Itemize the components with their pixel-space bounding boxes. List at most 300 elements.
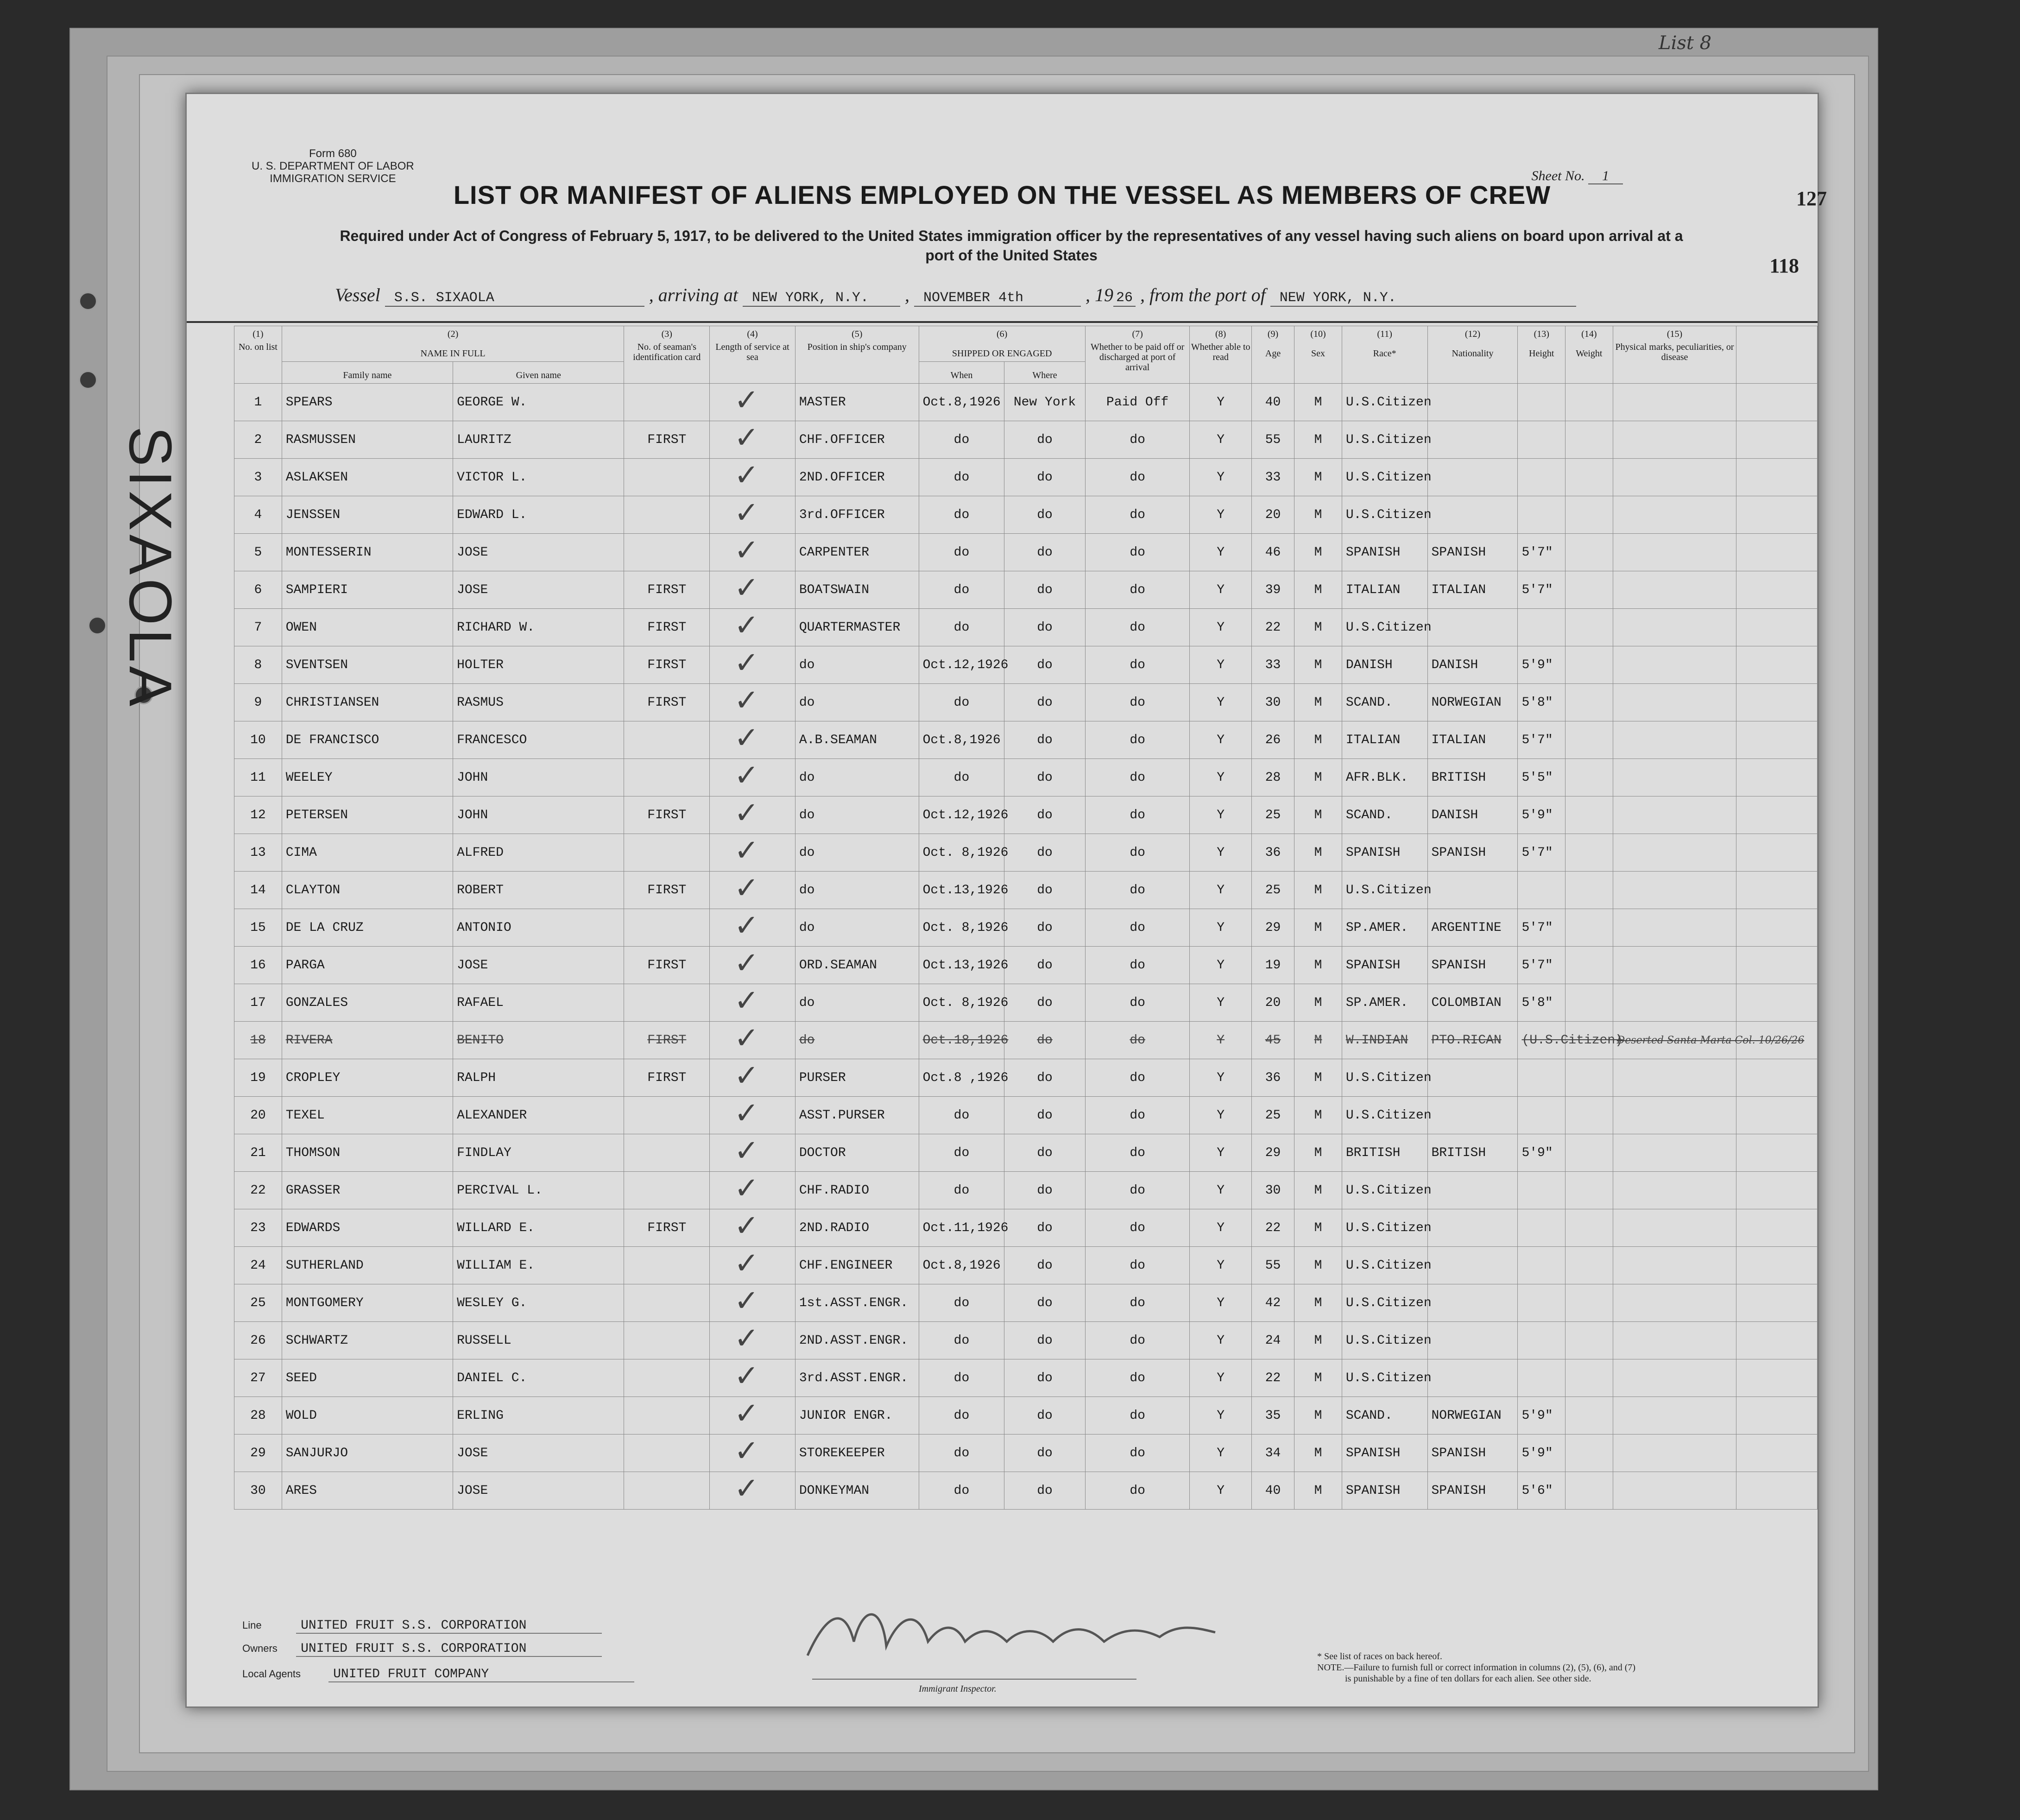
- sex: M: [1294, 1022, 1342, 1059]
- card-number: FIRST: [624, 872, 710, 909]
- able-to-read: Y: [1190, 1134, 1251, 1172]
- row-number: 27: [234, 1359, 282, 1397]
- check-mark-icon: ✓: [734, 645, 759, 680]
- check-mark-icon: ✓: [734, 758, 759, 793]
- family-name: CHRISTIANSEN: [282, 684, 453, 721]
- row-number: 18: [234, 1022, 282, 1059]
- check-mark-icon: ✓: [734, 833, 759, 868]
- check-mark-icon: ✓: [734, 533, 759, 568]
- physical-marks: [1613, 459, 1736, 496]
- card-number: FIRST: [624, 796, 710, 834]
- able-to-read: Y: [1190, 496, 1251, 534]
- col-given-name-header: Given name: [453, 362, 624, 384]
- card-number: [624, 834, 710, 872]
- shipped-where: do: [1004, 1435, 1085, 1472]
- weight: [1566, 1209, 1613, 1247]
- paid-off: do: [1085, 1172, 1190, 1209]
- race: AFR.BLK.: [1342, 759, 1427, 796]
- subtitle-line-2: port of the United States: [925, 247, 1098, 264]
- given-name: ALFRED: [453, 834, 624, 872]
- shipped-when: do: [919, 1284, 1004, 1322]
- weight: [1566, 1435, 1613, 1472]
- check-mark-icon: ✓: [734, 1396, 759, 1431]
- card-number: [624, 721, 710, 759]
- age: 30: [1251, 684, 1294, 721]
- table-row: [187, 1284, 1818, 1322]
- page-title: LIST OR MANIFEST OF ALIENS EMPLOYED ON THE VESSEL AS MEMBERS OF CREW: [453, 180, 1551, 209]
- row-number: 30: [234, 1472, 282, 1510]
- owners-label: Owners: [242, 1643, 278, 1654]
- shipped-where: do: [1004, 684, 1085, 721]
- inspector-signature: [789, 1586, 1299, 1665]
- nationality: BRITISH: [1427, 1134, 1518, 1172]
- given-name: FRANCESCO: [453, 721, 624, 759]
- family-name: TEXEL: [282, 1097, 453, 1134]
- height: 5'7": [1518, 571, 1566, 609]
- sex: M: [1294, 984, 1342, 1022]
- card-number: FIRST: [624, 421, 710, 459]
- physical-marks: [1613, 534, 1736, 571]
- position: STOREKEEPER: [795, 1435, 919, 1472]
- physical-marks: [1613, 834, 1736, 872]
- race: SP.AMER.: [1342, 984, 1427, 1022]
- check-mark-icon: ✓: [734, 1021, 759, 1055]
- shipped-when: do: [919, 609, 1004, 646]
- age: 40: [1251, 384, 1294, 421]
- card-number: FIRST: [624, 684, 710, 721]
- height: [1518, 1247, 1566, 1284]
- nationality: SPANISH: [1427, 534, 1518, 571]
- manifest-sheet: [185, 93, 1827, 1708]
- table-row: [187, 1097, 1818, 1134]
- weight: [1566, 1097, 1613, 1134]
- nationality: SPANISH: [1427, 1435, 1518, 1472]
- position: A.B.SEAMAN: [795, 721, 919, 759]
- able-to-read: Y: [1190, 384, 1251, 421]
- row-number: 5: [234, 534, 282, 571]
- weight: [1566, 459, 1613, 496]
- family-name: SEED: [282, 1359, 453, 1397]
- height: 5'5": [1518, 759, 1566, 796]
- family-name: ARES: [282, 1472, 453, 1510]
- check-mark-icon: ✓: [734, 1359, 759, 1393]
- family-name: CROPLEY: [282, 1059, 453, 1097]
- family-name: JENSSEN: [282, 496, 453, 534]
- shipped-where: do: [1004, 1209, 1085, 1247]
- race: DANISH: [1342, 646, 1427, 684]
- weight: [1566, 684, 1613, 721]
- race: SPANISH: [1342, 947, 1427, 984]
- table-row: [187, 1247, 1818, 1284]
- weight: [1566, 1284, 1613, 1322]
- position: do: [795, 796, 919, 834]
- physical-marks: [1613, 1397, 1736, 1435]
- race: BRITISH: [1342, 1134, 1427, 1172]
- row-number: 13: [234, 834, 282, 872]
- able-to-read: Y: [1190, 872, 1251, 909]
- race: U.S.Citizen: [1342, 609, 1427, 646]
- shipped-when: do: [919, 1435, 1004, 1472]
- height: [1518, 1359, 1566, 1397]
- check-mark-icon: ✓: [734, 871, 759, 905]
- age: 39: [1251, 571, 1294, 609]
- weight: [1566, 1059, 1613, 1097]
- binder-hole: [79, 292, 97, 310]
- given-name: JOHN: [453, 796, 624, 834]
- col-nationality-header: (12) Nationality: [1427, 326, 1518, 384]
- race: U.S.Citizen: [1342, 1322, 1427, 1359]
- able-to-read: Y: [1190, 646, 1251, 684]
- shipped-where: do: [1004, 496, 1085, 534]
- able-to-read: Y: [1190, 1209, 1251, 1247]
- position: do: [795, 909, 919, 947]
- check-mark-icon: ✓: [734, 383, 759, 417]
- row-number: 16: [234, 947, 282, 984]
- shipped-when: Oct.8,1926: [919, 1247, 1004, 1284]
- position: do: [795, 984, 919, 1022]
- family-name: THOMSON: [282, 1134, 453, 1172]
- col-service-header: (4) Length of service at sea: [710, 326, 795, 384]
- sex: M: [1294, 759, 1342, 796]
- given-name: JOSE: [453, 1435, 624, 1472]
- physical-marks: [1613, 796, 1736, 834]
- given-name: JOSE: [453, 947, 624, 984]
- shipped-when: Oct.8,1926: [919, 721, 1004, 759]
- physical-marks: Deserted Santa Marta Col. 10/26/26: [1613, 1022, 1736, 1059]
- crew-rows: [187, 384, 1818, 1510]
- height: 5'8": [1518, 984, 1566, 1022]
- shipped-when: do: [919, 759, 1004, 796]
- position: do: [795, 1022, 919, 1059]
- shipped-where: do: [1004, 1097, 1085, 1134]
- nationality: [1427, 421, 1518, 459]
- col-race-header: (11) Race*: [1342, 326, 1427, 384]
- shipped-where: do: [1004, 1322, 1085, 1359]
- shipped-when: Oct.18,1926: [919, 1022, 1004, 1059]
- check-mark-icon: ✓: [734, 908, 759, 943]
- age: 24: [1251, 1322, 1294, 1359]
- table-row: [187, 646, 1818, 684]
- age: 29: [1251, 1134, 1294, 1172]
- shipped-where: do: [1004, 646, 1085, 684]
- footer-line-row: [242, 1618, 602, 1634]
- weight: [1566, 759, 1613, 796]
- physical-marks: [1613, 496, 1736, 534]
- col-weight-header: (14) Weight: [1566, 326, 1613, 384]
- height: [1518, 496, 1566, 534]
- family-name: GRASSER: [282, 1172, 453, 1209]
- row-number: 21: [234, 1134, 282, 1172]
- given-name: ALEXANDER: [453, 1097, 624, 1134]
- card-number: [624, 1397, 710, 1435]
- weight: [1566, 984, 1613, 1022]
- position: MASTER: [795, 384, 919, 421]
- sex: M: [1294, 1397, 1342, 1435]
- given-name: ROBERT: [453, 872, 624, 909]
- shipped-when: Oct.13,1926: [919, 947, 1004, 984]
- race: U.S.Citizen: [1342, 1097, 1427, 1134]
- able-to-read: Y: [1190, 796, 1251, 834]
- family-name: MONTESSERIN: [282, 534, 453, 571]
- weight: [1566, 834, 1613, 872]
- sex: M: [1294, 1247, 1342, 1284]
- paid-off: do: [1085, 609, 1190, 646]
- able-to-read: Y: [1190, 721, 1251, 759]
- table-row: [187, 1397, 1818, 1435]
- age: 55: [1251, 421, 1294, 459]
- sex: M: [1294, 421, 1342, 459]
- race: SPANISH: [1342, 1472, 1427, 1510]
- given-name: JOHN: [453, 759, 624, 796]
- arrival-date: NOVEMBER 4th: [914, 290, 1081, 307]
- nationality: ITALIAN: [1427, 571, 1518, 609]
- table-row: [187, 684, 1818, 721]
- paid-off: do: [1085, 646, 1190, 684]
- race: SPANISH: [1342, 834, 1427, 872]
- shipped-where: do: [1004, 421, 1085, 459]
- row-number: 2: [234, 421, 282, 459]
- nationality: DANISH: [1427, 646, 1518, 684]
- nationality: [1427, 1059, 1518, 1097]
- card-number: [624, 1359, 710, 1397]
- row-number: 6: [234, 571, 282, 609]
- shipped-where: do: [1004, 947, 1085, 984]
- family-name: CIMA: [282, 834, 453, 872]
- position: ORD.SEAMAN: [795, 947, 919, 984]
- table-row: [187, 1172, 1818, 1209]
- sex: M: [1294, 646, 1342, 684]
- shipped-when: do: [919, 684, 1004, 721]
- given-name: VICTOR L.: [453, 459, 624, 496]
- shipped-when: do: [919, 1322, 1004, 1359]
- footer-owners-row: [242, 1642, 602, 1657]
- shipped-when: Oct. 8,1926: [919, 909, 1004, 947]
- nationality: [1427, 496, 1518, 534]
- position: CHF.OFFICER: [795, 421, 919, 459]
- physical-marks: [1613, 1172, 1736, 1209]
- able-to-read: Y: [1190, 421, 1251, 459]
- weight: [1566, 947, 1613, 984]
- check-mark-icon: ✓: [734, 608, 759, 643]
- physical-marks: [1613, 421, 1736, 459]
- age: 28: [1251, 759, 1294, 796]
- nationality: [1427, 384, 1518, 421]
- weight: [1566, 421, 1613, 459]
- height: [1518, 872, 1566, 909]
- position: do: [795, 834, 919, 872]
- check-mark-icon: ✓: [734, 1058, 759, 1093]
- given-name: BENITO: [453, 1022, 624, 1059]
- able-to-read: Y: [1190, 984, 1251, 1022]
- physical-marks: [1613, 1059, 1736, 1097]
- paid-off: do: [1085, 721, 1190, 759]
- shipped-where: do: [1004, 1359, 1085, 1397]
- inspector-rule: [812, 1679, 1136, 1680]
- weight: [1566, 796, 1613, 834]
- note-line-1: * See list of races on back hereof.: [1317, 1651, 1442, 1662]
- row-number: 14: [234, 872, 282, 909]
- table-row: [187, 947, 1818, 984]
- col-where-header: Where: [1004, 362, 1085, 384]
- sex: M: [1294, 1284, 1342, 1322]
- family-name: SANJURJO: [282, 1435, 453, 1472]
- race: SP.AMER.: [1342, 909, 1427, 947]
- footer-agents-row: [242, 1667, 634, 1682]
- shipped-when: Oct.11,1926: [919, 1209, 1004, 1247]
- row-number: 10: [234, 721, 282, 759]
- table-row: [187, 796, 1818, 834]
- sex: M: [1294, 1359, 1342, 1397]
- vessel-name: S.S. SIXAOLA: [385, 290, 644, 307]
- family-name: SAMPIERI: [282, 571, 453, 609]
- able-to-read: Y: [1190, 1059, 1251, 1097]
- check-mark-icon: ✓: [734, 1208, 759, 1243]
- physical-marks: [1613, 571, 1736, 609]
- age: 45: [1251, 1022, 1294, 1059]
- physical-marks: [1613, 384, 1736, 421]
- shipped-where: do: [1004, 1247, 1085, 1284]
- paid-off: do: [1085, 759, 1190, 796]
- shipped-where: do: [1004, 1022, 1085, 1059]
- given-name: RASMUS: [453, 684, 624, 721]
- note-line-2: NOTE.—Failure to furnish full or correct information in columns (2), (5), (6), and (7): [1317, 1662, 1636, 1673]
- row-number: 28: [234, 1397, 282, 1435]
- position: 3rd.OFFICER: [795, 496, 919, 534]
- given-name: JOSE: [453, 534, 624, 571]
- sex: M: [1294, 384, 1342, 421]
- physical-marks: [1613, 1322, 1736, 1359]
- height: 5'7": [1518, 909, 1566, 947]
- weight: [1566, 609, 1613, 646]
- given-name: RICHARD W.: [453, 609, 624, 646]
- height: [1518, 1284, 1566, 1322]
- card-number: FIRST: [624, 1022, 710, 1059]
- nationality: [1427, 1247, 1518, 1284]
- height: 5'7": [1518, 721, 1566, 759]
- height: [1518, 1209, 1566, 1247]
- check-mark-icon: ✓: [734, 570, 759, 605]
- shipped-when: Oct.12,1926: [919, 796, 1004, 834]
- race: ITALIAN: [1342, 571, 1427, 609]
- nationality: NORWEGIAN: [1427, 684, 1518, 721]
- physical-marks: [1613, 1359, 1736, 1397]
- able-to-read: Y: [1190, 459, 1251, 496]
- family-name: OWEN: [282, 609, 453, 646]
- age: 25: [1251, 1097, 1294, 1134]
- age: 29: [1251, 909, 1294, 947]
- sex: M: [1294, 609, 1342, 646]
- row-number: 8: [234, 646, 282, 684]
- position: ASST.PURSER: [795, 1097, 919, 1134]
- inspector-label: Immigrant Inspector.: [919, 1684, 997, 1694]
- nationality: BRITISH: [1427, 759, 1518, 796]
- row-number: 23: [234, 1209, 282, 1247]
- nationality: [1427, 1322, 1518, 1359]
- race: SPANISH: [1342, 534, 1427, 571]
- card-number: FIRST: [624, 947, 710, 984]
- height: [1518, 1097, 1566, 1134]
- able-to-read: Y: [1190, 1472, 1251, 1510]
- service-label: IMMIGRATION SERVICE: [270, 172, 396, 185]
- able-to-read: Y: [1190, 1359, 1251, 1397]
- height: 5'8": [1518, 684, 1566, 721]
- paid-off: do: [1085, 571, 1190, 609]
- card-number: FIRST: [624, 1209, 710, 1247]
- col-height-header: (13) Height: [1518, 326, 1566, 384]
- shipped-where: do: [1004, 984, 1085, 1022]
- page-number-127: 127: [1796, 187, 1827, 210]
- able-to-read: Y: [1190, 1097, 1251, 1134]
- race: SCAND.: [1342, 1397, 1427, 1435]
- table-row: [187, 571, 1818, 609]
- height: 5'7": [1518, 534, 1566, 571]
- weight: [1566, 496, 1613, 534]
- shipped-when: do: [919, 1359, 1004, 1397]
- race: U.S.Citizen: [1342, 421, 1427, 459]
- paid-off: do: [1085, 984, 1190, 1022]
- position: 2ND.ASST.ENGR.: [795, 1322, 919, 1359]
- weight: [1566, 1247, 1613, 1284]
- table-row: [187, 1472, 1818, 1510]
- col-age-header: (9) Age: [1251, 326, 1294, 384]
- paid-off: do: [1085, 496, 1190, 534]
- note-line-3: is punishable by a fine of ten dollars for each alien. See other side.: [1345, 1674, 1591, 1684]
- row-number: 11: [234, 759, 282, 796]
- binder-hole: [79, 371, 97, 389]
- position: PURSER: [795, 1059, 919, 1097]
- paid-off: do: [1085, 834, 1190, 872]
- physical-marks: [1613, 984, 1736, 1022]
- paid-off: do: [1085, 909, 1190, 947]
- table-row: [187, 1359, 1818, 1397]
- nationality: SPANISH: [1427, 834, 1518, 872]
- row-number: 20: [234, 1097, 282, 1134]
- card-number: [624, 496, 710, 534]
- card-number: [624, 909, 710, 947]
- table-row: [187, 1134, 1818, 1172]
- card-number: [624, 759, 710, 796]
- agents-value: UNITED FRUIT COMPANY: [328, 1667, 634, 1682]
- position: 2ND.OFFICER: [795, 459, 919, 496]
- age: 46: [1251, 534, 1294, 571]
- paid-off: do: [1085, 1435, 1190, 1472]
- sex: M: [1294, 872, 1342, 909]
- card-number: [624, 1172, 710, 1209]
- paid-off: do: [1085, 534, 1190, 571]
- nationality: DANISH: [1427, 796, 1518, 834]
- height: [1518, 421, 1566, 459]
- sex: M: [1294, 796, 1342, 834]
- able-to-read: Y: [1190, 1172, 1251, 1209]
- physical-marks: [1613, 1134, 1736, 1172]
- age: 25: [1251, 872, 1294, 909]
- shipped-where: do: [1004, 459, 1085, 496]
- race: U.S.Citizen: [1342, 384, 1427, 421]
- able-to-read: Y: [1190, 1397, 1251, 1435]
- shipped-when: do: [919, 1397, 1004, 1435]
- family-name: RASMUSSEN: [282, 421, 453, 459]
- shipped-where: do: [1004, 534, 1085, 571]
- nationality: NORWEGIAN: [1427, 1397, 1518, 1435]
- age: 33: [1251, 459, 1294, 496]
- row-number: 24: [234, 1247, 282, 1284]
- year-prefix: , 19: [1086, 284, 1113, 305]
- physical-marks: [1613, 646, 1736, 684]
- age: 22: [1251, 1359, 1294, 1397]
- arrival-year: 26: [1113, 290, 1136, 307]
- weight: [1566, 1134, 1613, 1172]
- age: 36: [1251, 1059, 1294, 1097]
